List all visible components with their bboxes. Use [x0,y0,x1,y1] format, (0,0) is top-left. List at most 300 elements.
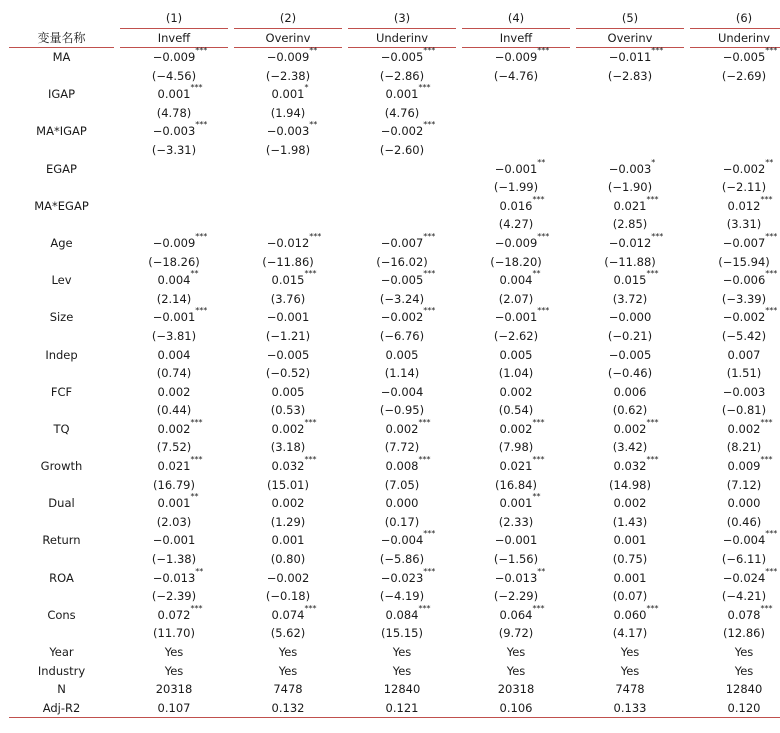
coefficient-number: 0.012 [727,198,761,213]
coefficient-cell [576,417,684,439]
t-statistic-cell: (−16.02) [376,254,428,269]
t-statistic-cell: (15.15) [381,626,423,641]
coefficient-value [727,194,773,213]
coefficient-value [494,566,546,585]
summary-value: Yes [392,645,412,659]
model-number: (6) [690,8,780,29]
model-number: (2) [234,8,342,29]
coefficient-cell [120,231,228,253]
coefficient-row [9,457,780,476]
significance-stars: *** [423,306,436,316]
summary-value: Yes [164,663,184,678]
coefficient-number: −0.001 [152,533,196,548]
coefficient-number: −0.003 [722,384,766,399]
coefficient-cell [576,494,684,513]
coefficient-value [727,603,773,622]
coefficient-row [9,271,780,290]
t-statistic-cell: (−5.86) [379,552,425,567]
coefficient-row [9,606,780,625]
t-statistic-cell: (11.70) [153,626,195,641]
coefficient-number: −0.009 [152,50,196,64]
t-statistic-cell: (−0.18) [265,589,311,604]
t-statistic-cell: (−1.99) [493,180,539,195]
t-statistic-cell: (0.62) [612,403,648,418]
t-statistic-row [9,141,780,160]
t-statistic-cell: (−2.39) [151,589,197,604]
summary-value: Yes [278,663,298,678]
coefficient-value [722,46,778,64]
summary-value: 12840 [383,682,421,697]
blank-label-cell [9,550,114,569]
t-statistic-cell: (−2.38) [265,68,311,83]
coefficient-cell [348,457,456,476]
significance-stars: ** [532,269,541,279]
coefficient-number: 0.001 [271,87,305,102]
t-statistic-cell [690,141,780,160]
significance-stars: *** [423,529,436,539]
coefficient-row [9,48,780,67]
coefficient-cell [234,85,342,104]
coefficient-value [613,417,659,436]
significance-stars: *** [646,455,659,465]
coefficient-cell [348,122,456,141]
significance-stars: *** [765,46,778,55]
coefficient-cell [462,194,570,216]
coefficient-value [152,46,208,64]
coefficient-number: −0.024 [722,570,766,585]
coefficient-value [613,269,659,288]
summary-value: 20318 [155,682,193,697]
t-statistic-cell [462,104,570,123]
variable-name: Cons [47,607,76,622]
t-statistic-cell: (−4.76) [493,68,539,83]
coefficient-row [9,234,780,253]
variable-name: Size [49,310,74,325]
coefficient-value [608,231,664,250]
t-statistic-cell: (1.04) [498,366,534,381]
coefficient-value [380,46,436,64]
coefficient-cell [234,197,342,216]
significance-stars: *** [423,120,436,130]
blank-label-cell [9,141,114,160]
t-statistic-cell: (3.18) [270,440,306,455]
significance-stars: *** [423,46,436,55]
significance-stars: *** [646,194,659,204]
coefficient-cell [690,531,780,550]
t-statistic-cell: (4.27) [498,217,534,232]
coefficient-number: −0.007 [722,235,766,250]
t-statistic-cell: (−2.86) [379,68,425,83]
coefficient-value [272,385,305,399]
summary-value: 0.106 [462,699,570,718]
summary-value: 0.132 [234,699,342,718]
t-statistic-cell: (−3.24) [379,291,425,306]
t-statistic-row [9,104,780,123]
significance-stars: *** [646,269,659,279]
coefficient-value [495,533,538,547]
t-statistic-cell: (5.62) [270,626,306,641]
t-statistic-cell: (2.03) [156,514,192,529]
coefficient-number: 0.002 [157,421,191,436]
coefficient-value [614,385,647,399]
coefficient-number: 0.006 [613,384,647,399]
coefficient-cell [348,271,456,290]
blank-label-cell [9,401,114,420]
coefficient-number: −0.013 [494,570,538,585]
significance-stars: *** [765,231,778,241]
coefficient-cell [348,48,456,67]
coefficient-number: −0.002 [380,124,424,139]
t-statistic-row [9,327,780,346]
significance-stars: *** [195,120,208,130]
coefficient-row [9,531,780,550]
t-statistic-cell: (14.98) [609,477,651,492]
significance-stars: *** [418,417,431,427]
variable-name: IGAP [47,87,76,102]
significance-stars: *** [190,603,203,613]
coefficient-value [152,231,208,250]
significance-stars: *** [532,417,545,427]
coefficient-number: 0.002 [271,421,305,436]
coefficient-cell [576,85,684,104]
coefficient-value [152,566,204,585]
coefficient-number: 0.002 [499,421,533,436]
t-statistic-cell [234,178,342,197]
significance-stars: *** [195,306,208,316]
coefficient-value [722,566,778,585]
coefficient-cell [120,160,228,179]
coefficient-number: 0.002 [157,384,191,399]
coefficient-number: −0.002 [722,161,766,176]
coefficient-row [9,122,780,141]
coefficient-number: 0.002 [271,496,305,511]
significance-stars: *** [309,231,322,241]
summary-label: N [57,682,66,697]
regression-table [9,8,780,718]
significance-stars: *** [304,269,317,279]
significance-stars: *** [765,529,778,539]
t-statistic-cell: (0.17) [384,514,420,529]
coefficient-cell [462,85,570,104]
significance-stars: *** [304,417,317,427]
coefficient-number: 0.001 [613,570,647,585]
t-statistic-cell: (7.12) [726,477,762,492]
significance-stars: * [651,157,656,167]
coefficient-number: −0.002 [722,310,766,325]
t-statistic-cell: (12.86) [723,626,765,641]
coefficient-value [494,46,550,64]
coefficient-number: 0.078 [727,607,761,622]
coefficient-value [272,533,305,547]
coefficient-value [727,455,773,474]
blank-label-cell [9,178,114,197]
coefficient-value [266,46,318,64]
coefficient-cell [348,566,456,588]
coefficient-cell [348,383,456,402]
coefficient-value [380,120,436,139]
significance-stars: *** [190,83,203,93]
coefficient-value [380,269,436,288]
coefficient-value [380,306,436,325]
significance-stars: *** [195,46,208,55]
t-statistic-row [9,513,780,532]
coefficient-value [380,529,436,548]
t-statistic-row [9,401,780,420]
coefficient-number: −0.005 [722,50,766,64]
coefficient-number: −0.005 [380,273,424,288]
coefficient-value [157,455,203,474]
variable-name: EGAP [46,161,77,176]
blank-label-cell [9,476,114,495]
coefficient-cell [576,194,684,216]
coefficient-cell [120,308,228,327]
significance-stars: *** [423,269,436,279]
variable-name: MA*EGAP [34,198,89,213]
significance-stars: *** [190,455,203,465]
variable-name: Dual [48,496,75,511]
summary-value: Yes [620,645,640,659]
significance-stars: *** [418,603,431,613]
coefficient-value [722,529,778,548]
t-statistic-cell: (0.44) [156,403,192,418]
variable-name: FCF [50,384,73,399]
coefficient-value [153,533,196,547]
coefficient-cell [234,160,342,179]
t-statistic-cell [690,104,780,123]
t-statistic-row [9,290,780,309]
coefficient-number: 0.005 [271,384,305,399]
coefficient-row [9,160,780,179]
coefficient-cell [462,417,570,439]
t-statistic-cell: (−1.38) [151,552,197,567]
coefficient-number: 0.001 [157,496,191,511]
significance-stars: *** [418,455,431,465]
coefficient-cell [576,48,684,67]
t-statistic-cell: (3.76) [270,291,306,306]
summary-row [9,699,780,718]
coefficient-value [494,231,550,250]
coefficient-value [728,496,761,510]
t-statistic-cell: (−0.46) [607,366,653,381]
coefficient-cell [348,603,456,625]
coefficient-cell [690,231,780,253]
coefficient-value [158,348,191,362]
dependent-variable-row [9,29,780,48]
significance-stars: ** [309,46,318,55]
coefficient-cell [348,231,456,253]
coefficient-number: −0.009 [494,235,538,250]
coefficient-row [9,383,780,402]
t-statistic-cell: (4.76) [384,105,420,120]
coefficient-cell [348,197,456,216]
coefficient-number: 0.002 [727,421,761,436]
coefficient-cell [120,346,228,365]
coefficient-cell [462,271,570,290]
summary-value: Yes [278,645,298,659]
coefficient-value [499,417,545,436]
coefficient-value [614,533,647,547]
coefficient-cell [234,603,342,625]
t-statistic-cell: (0.07) [612,589,648,604]
coefficient-number: 0.032 [613,459,647,474]
t-statistic-cell: (−3.31) [151,142,197,157]
coefficient-cell [234,417,342,439]
variable-name: Lev [51,273,72,288]
coefficient-number: 0.032 [271,459,305,474]
t-statistic-cell: (−0.81) [721,403,767,418]
coefficient-cell [690,308,780,327]
coefficient-number: −0.000 [608,310,652,325]
t-statistic-row [9,178,780,197]
coefficient-value [500,348,533,362]
coefficient-number: −0.005 [608,347,652,362]
significance-stars: *** [190,417,203,427]
coefficient-number: −0.004 [722,533,766,548]
coefficient-cell [348,85,456,104]
coefficient-cell [690,194,780,216]
blank-label-cell [9,513,114,532]
blank-label-cell [9,290,114,309]
coefficient-cell [462,157,570,179]
coefficient-value [499,455,545,474]
dependent-variable: Overinv [234,29,342,48]
coefficient-number: 0.015 [271,273,305,288]
t-statistic-row [9,550,780,569]
significance-stars: *** [195,231,208,241]
t-statistic-cell: (−15.94) [718,254,770,269]
coefficient-cell [234,531,342,550]
significance-stars: ** [195,566,204,576]
coefficient-value [385,603,431,622]
summary-value: 7478 [615,682,645,697]
t-statistic-cell [348,178,456,197]
coefficient-cell [690,417,780,439]
summary-value: 0.107 [120,699,228,718]
significance-stars: ** [765,157,774,167]
t-statistic-cell: (−1.90) [607,180,653,195]
summary-value: 0.121 [348,699,456,718]
coefficient-cell [348,531,456,550]
t-statistic-cell: (2.33) [498,514,534,529]
summary-value: Yes [734,645,754,659]
t-statistic-cell: (7.52) [156,440,192,455]
coefficient-value [267,348,310,362]
t-statistic-cell: (−3.39) [721,291,767,306]
coefficient-cell [234,48,342,67]
coefficient-value [613,194,659,213]
coefficient-cell [120,271,228,290]
coefficient-cell [120,122,228,141]
coefficient-cell [462,231,570,253]
significance-stars: *** [537,306,550,316]
variable-name: Growth [40,459,83,474]
t-statistic-cell [120,178,228,197]
summary-value: 12840 [725,682,763,697]
coefficient-number: 0.064 [499,607,533,622]
coefficient-cell [120,603,228,625]
coefficient-cell [462,308,570,327]
t-statistic-cell: (7.05) [384,477,420,492]
t-statistic-cell: (16.84) [495,477,537,492]
coefficient-value [727,417,773,436]
coefficient-number: 0.004 [499,273,533,288]
significance-stars: *** [651,46,664,55]
t-statistic-cell: (−2.11) [721,180,767,195]
coefficient-cell [120,531,228,550]
t-statistic-cell: (1.29) [270,514,306,529]
blank-label-cell [9,215,114,234]
coefficient-cell [234,569,342,588]
coefficient-cell [348,346,456,365]
coefficient-value [157,603,203,622]
coefficient-value [157,83,203,102]
coefficient-cell [120,48,228,67]
coefficient-number: −0.001 [266,310,310,325]
t-statistic-cell: (0.75) [612,552,648,567]
t-statistic-cell: (0.74) [156,366,192,381]
significance-stars: ** [190,269,199,279]
coefficient-value [722,231,778,250]
coefficient-cell [576,569,684,588]
coefficient-number: 0.001 [157,87,191,102]
significance-stars: *** [646,417,659,427]
coefficient-value [381,385,424,399]
significance-stars: *** [537,231,550,241]
coefficient-value [614,496,647,510]
significance-stars: * [304,83,309,93]
coefficient-cell [234,383,342,402]
significance-stars: *** [532,194,545,204]
dependent-variable: Inveff [120,29,228,48]
coefficient-cell [462,531,570,550]
coefficient-number: −0.001 [494,161,538,176]
coefficient-cell [462,494,570,513]
significance-stars: *** [760,417,773,427]
coefficient-cell [120,494,228,513]
coefficient-value [499,194,545,213]
summary-value: Yes [506,663,526,678]
variable-name: MA*IGAP [36,124,87,139]
coefficient-cell [690,494,780,513]
significance-stars: *** [765,566,778,576]
coefficient-cell [576,122,684,141]
dependent-variable: Underinv [348,29,456,48]
coefficient-value [380,231,436,250]
coefficient-cell [120,383,228,402]
coefficient-number: −0.009 [266,50,310,64]
t-statistic-cell: (−4.21) [721,589,767,604]
coefficient-number: −0.003 [266,124,310,139]
coefficient-value [723,385,766,399]
coefficient-value [722,157,774,176]
coefficient-number: −0.002 [380,310,424,325]
significance-stars: ** [537,566,546,576]
coefficient-cell [120,197,228,216]
summary-value: Yes [392,663,412,678]
coefficient-number: 0.021 [499,459,533,474]
t-statistic-row [9,587,780,606]
coefficient-value [385,83,431,102]
t-statistic-cell: (2.85) [612,217,648,232]
significance-stars: *** [765,269,778,279]
coefficient-number: 0.002 [499,384,533,399]
coefficient-number: 0.072 [157,607,191,622]
t-statistic-cell: (3.31) [726,217,762,232]
coefficient-cell [690,271,780,290]
t-statistic-cell [576,141,684,160]
coefficient-cell [462,603,570,625]
t-statistic-cell: (1.43) [612,514,648,529]
